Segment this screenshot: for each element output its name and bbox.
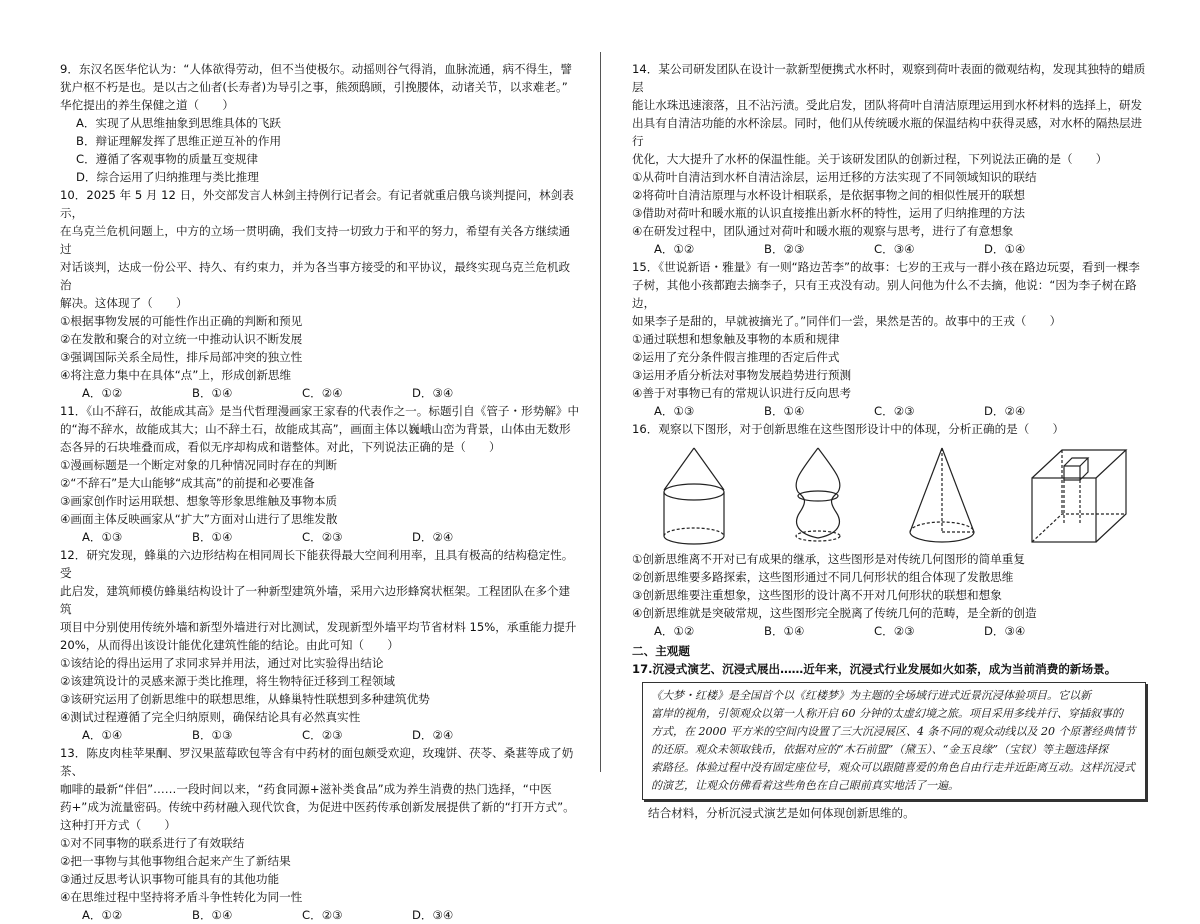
- q15-item: ②运用了充分条件假言推理的否定后件式: [632, 350, 840, 364]
- q15-stem-line: 如果李子是甜的，早就被摘光了。”同伴们一尝，果然是苦的。故事中的王戎（ ）: [632, 314, 1062, 328]
- material-line: 方式，在 2000 平方米的空间内设置了三大沉浸展区、4 条不同的观众动线以及 20 个原著经典情节: [651, 725, 1136, 738]
- q10-item: ①根据事物发展的可能性作出正确的判断和预见: [60, 314, 303, 328]
- q12-item: ②该建筑设计的灵感来源于类比推理，将生物特征迁移到工程领域: [60, 674, 396, 688]
- q13-stem-line: 咖啡的最新“伴侣”……一段时间以来，“药食同源+滋补类食品”成为养生消费的热门选择，“中医: [60, 782, 552, 796]
- q9-stem-line: 9．东汉名医华佗认为：“人体欲得劳动，但不当使极尔。动摇则谷气得消，血脉流通，病不得生，譬: [60, 62, 572, 76]
- question-9: [60, 60, 580, 186]
- q11-item: ②“不辞石”是大山能够“成其高”的前提和必要准备: [60, 476, 315, 490]
- q12-choices: [60, 726, 580, 744]
- q11-item: ③画家创作时运用联想、想象等形象思维触及事物本质: [60, 494, 338, 508]
- choice-b: B．①④: [192, 530, 233, 544]
- q16-item: ③创新思维要注重想象，这些图形的设计离不开对几何形状的联想和想象: [632, 588, 1002, 602]
- q12-item: ①该结论的得出运用了求同求异并用法，通过对比实验得出结论: [60, 656, 384, 670]
- q10-choices: [60, 384, 580, 402]
- choice-a: A．①②: [82, 908, 123, 922]
- question-15: [632, 258, 1152, 420]
- choice-d: D．②④: [412, 530, 454, 544]
- material-line: 的演艺，让观众仿佛看着这些角色在自己眼前真实地活了一遍。: [651, 779, 959, 792]
- choice-b: B．①③: [192, 728, 233, 742]
- choice-d: D．①④: [984, 242, 1026, 256]
- q9-option: C．遵循了客观事物的质量互变规律: [76, 152, 259, 166]
- choice-a: A．①③: [654, 404, 695, 418]
- section-heading: 二、主观题: [632, 644, 690, 658]
- q15-choices: [632, 402, 1152, 420]
- right-column: [632, 60, 1152, 822]
- q14-stem-line: 能让水珠迅速滚落，且不沾污渍。受此启发，团队将荷叶自清洁原理运用到水杯材料的选择上，研发: [632, 98, 1143, 112]
- geometric-figures: [632, 440, 1152, 548]
- question-12: [60, 546, 580, 744]
- q14-item: ②将荷叶自清洁原理与水杯设计相联系，是依据事物之间的相似性展开的联想: [632, 188, 1025, 202]
- q9-option: D．综合运用了归纳推理与类比推理: [76, 170, 259, 184]
- q14-choices: [632, 240, 1152, 258]
- q13-stem-line: 这种打开方式（ ）: [60, 818, 176, 832]
- choice-d: D．③④: [984, 624, 1026, 638]
- q9-option: A．实现了从思维抽象到思维具体的飞跃: [76, 116, 282, 130]
- q16-item: ②创新思维要多路探索，这些图形通过不同几何形状的组合体现了发散思维: [632, 570, 1014, 584]
- q16-stem-line: 16．观察以下图形，对于创新思维在这些图形设计中的体现，分析正确的是（ ）: [632, 422, 1065, 436]
- question-10: [60, 186, 580, 402]
- question-14: [632, 60, 1152, 258]
- q12-item: ④测试过程遵循了完全归纳原则，确保结论具有必然真实性: [60, 710, 361, 724]
- q13-item: ④在思维过程中坚持将矛盾斗争性转化为同一性: [60, 890, 303, 904]
- choice-d: D．③④: [412, 386, 454, 400]
- q9-stem-line: 犹户枢不朽是也。是以古之仙者(长寿者)为导引之事，熊颈鸱顾，引挽腰体，动诸关节，以求难老。”: [60, 80, 568, 94]
- q13-stem-line: 药+”成为流量密码。传统中药材融入现代饮食，为促进中医药传承创新发展提供了新的“打开方式”。: [60, 800, 575, 814]
- choice-a: A．①④: [82, 728, 123, 742]
- choice-c: C．②④: [302, 386, 343, 400]
- q11-item: ①漫画标题是一个断定对象的几种情况同时存在的判断: [60, 458, 338, 472]
- cube-with-prism-figure: [1026, 444, 1130, 548]
- material-line: 《大梦・红楼》是全国首个以《红楼梦》为主题的全场域行进式近景沉浸体验项目。它以新: [651, 689, 1091, 702]
- question-11: [60, 402, 580, 546]
- choice-a: A．①②: [654, 242, 695, 256]
- choice-d: D．②④: [412, 728, 454, 742]
- q15-item: ④善于对事物已有的常规认识进行反向思考: [632, 386, 852, 400]
- question-16: [632, 420, 1152, 640]
- choice-b: B．②③: [764, 242, 805, 256]
- choice-b: B．①④: [764, 624, 805, 638]
- choice-c: C．②③: [874, 624, 915, 638]
- q11-item: ④画面主体反映画家从“扩大”方面对山进行了思维发散: [60, 512, 338, 526]
- q11-stem-line: 态各异的石块堆叠而成，看似无序却构成和谐整体。对此，下列说法正确的是（ ）: [60, 440, 501, 454]
- q15-stem-line: 子树，其他小孩都跑去摘李子，只有王戎没有动。别人问他为什么不去摘，他说：“因为李子树在路边，: [632, 278, 1137, 310]
- q15-item: ①通过联想和想象触及事物的本质和规律: [632, 332, 840, 346]
- choice-a: A．①②: [82, 386, 123, 400]
- choice-c: C．②③: [874, 404, 915, 418]
- choice-c: C．③④: [874, 242, 915, 256]
- choice-b: B．①④: [192, 908, 233, 922]
- q10-stem-line: 对话谈判，达成一份公平、持久、有约束力，并为各当事方接受的和平协议，最终实现乌克兰危机政治: [60, 260, 571, 292]
- material-line: 富岸的视角，引领观众以第一人称开启 60 分钟的太虚幻境之旅。项目采用多线并行、穿插叙事的: [651, 707, 1123, 720]
- material-box: [642, 682, 1146, 800]
- choice-c: C．②③: [302, 530, 343, 544]
- q14-item: ③借助对荷叶和暖水瓶的认识直接推出新水杯的特性，运用了归纳推理的方法: [632, 206, 1025, 220]
- q12-stem-line: 此启发，建筑师模仿蜂巢结构设计了一种新型建筑外墙，采用六边形蜂窝状框架。工程团队在多个建筑: [60, 584, 571, 616]
- choice-b: B．①④: [192, 386, 233, 400]
- choice-c: C．②③: [302, 728, 343, 742]
- q10-stem-line: 10．2025 年 5 月 12 日，外交部发言人林剑主持例行记者会。有记者就重启俄乌谈判提问，林剑表示，: [60, 188, 574, 220]
- q9-option: B．辩证理解发挥了思维正逆互补的作用: [76, 134, 282, 148]
- q12-stem-line: 12．研究发现，蜂巢的六边形结构在相同周长下能获得最大空间利用率，且具有极高的结构稳定性。受: [60, 548, 574, 580]
- q12-item: ③该研究运用了创新思维中的联想思维，从蜂巢特性联想到多种建筑优势: [60, 692, 430, 706]
- question-13: [60, 744, 580, 924]
- q10-item: ②在发散和聚合的对立统一中推动认识不断发展: [60, 332, 303, 346]
- column-divider: [600, 52, 601, 772]
- q17-intro: 17.沉浸式演艺、沉浸式展出……近年来，沉浸式行业发展如火如荼，成为当前消费的新场景。: [632, 662, 1117, 676]
- q10-stem-line: 在乌克兰危机问题上，中方的立场一贯明确，我们支持一切致力于和平的努力，希望有关各方继续通过: [60, 224, 571, 256]
- q13-item: ①对不同事物的联系进行了有效联结: [60, 836, 245, 850]
- q14-stem-line: 优化，大大提升了水杯的保温性能。关于该研发团队的创新过程，下列说法正确的是（ ）: [632, 152, 1108, 166]
- q10-item: ④将注意力集中在具体“点”上，形成创新思维: [60, 368, 292, 382]
- q14-stem-line: 14．某公司研发团队在设计一款新型便携式水杯时，观察到荷叶表面的微观结构，发现其独特的蜡质层: [632, 62, 1146, 94]
- cone-on-cylinder-figure: [654, 444, 734, 548]
- choice-d: D．②④: [984, 404, 1026, 418]
- q16-item: ④创新思维就是突破常规，这些图形完全脱离了传统几何的范畴，是全新的创造: [632, 606, 1037, 620]
- q14-stem-line: 出具有自清洁功能的水杯涂层。同时，他们从传统暖水瓶的保温结构中获得灵感，对水杯的隔热层进行: [632, 116, 1143, 148]
- choice-a: A．①②: [654, 624, 695, 638]
- q9-stem-line: 华佗提出的养生保健之道（ ）: [60, 98, 234, 112]
- choice-d: D．③④: [412, 908, 454, 922]
- q10-item: ③强调国际关系全局性，排斥局部冲突的独立性: [60, 350, 303, 364]
- material-line: 的还原。观众未领取钱币，依据对应的“木石前盟”（黛玉）、“金玉良缘”（宝钗）等主题选择探: [651, 743, 1108, 756]
- left-column: [60, 60, 580, 924]
- q13-stem-line: 13．陈皮肉桂苹果酮、罗汉果蓝莓欧包等含有中药材的面包颇受欢迎，玫瑰饼、茯苓、桑葚等成了奶茶、: [60, 746, 574, 778]
- q11-stem-line: 的“海不辞水，故能成其大；山不辞土石，故能成其高”，画面主体以巍峨山峦为背景，山体由无数形: [60, 422, 571, 436]
- q11-choices: [60, 528, 580, 546]
- q10-stem-line: 解决。这体现了（ ）: [60, 296, 188, 310]
- q13-item: ③通过反思考认识事物可能具有的其他功能: [60, 872, 280, 886]
- q15-stem-line: 15．《世说新语・雅量》有一则“路边苦李”的故事：七岁的王戎与一群小孩在路边玩耍，看到一棵李: [632, 260, 1140, 274]
- material-line: 索路径。体验过程中没有固定座位号，观众可以跟随喜爱的角色自由行走并近距离互动。这样沉浸式: [651, 761, 1135, 774]
- q14-item: ①从荷叶自清洁到水杯自清洁涂层，运用迁移的方法实现了不同领域知识的联结: [632, 170, 1037, 184]
- q17-question: 结合材料，分析沉浸式演艺是如何体现创新思维的。: [648, 806, 915, 820]
- q16-choices: [632, 622, 1152, 640]
- cone-figure: [902, 444, 982, 548]
- choice-a: A．①③: [82, 530, 123, 544]
- q13-choices: [60, 906, 580, 924]
- q11-stem-line: 11．《山不辞石，故能成其高》是当代哲理漫画家王家春的代表作之一。标题引自《管子・形势解》中: [60, 404, 580, 418]
- q16-item: ①创新思维离不开对已有成果的继承，这些图形是对传统几何图形的简单重复: [632, 552, 1025, 566]
- q12-stem-line: 20%，从而得出该设计能优化建筑性能的结论。由此可知（ ）: [60, 638, 399, 652]
- question-17: [632, 660, 1152, 822]
- q12-stem-line: 项目中分别使用传统外墙和新型外墙进行对比测试，发现新型外墙平均节省材料 15%，承重能力提升: [60, 620, 577, 634]
- q15-item: ③运用矛盾分析法对事物发展趋势进行预测: [632, 368, 852, 382]
- q14-item: ④在研发过程中，团队通过对荷叶和暖水瓶的观察与思考，进行了有意想象: [632, 224, 1014, 238]
- double-cone-figure: [778, 444, 858, 548]
- choice-c: C．②③: [302, 908, 343, 922]
- q13-item: ②把一事物与其他事物组合起来产生了新结果: [60, 854, 291, 868]
- choice-b: B．①④: [764, 404, 805, 418]
